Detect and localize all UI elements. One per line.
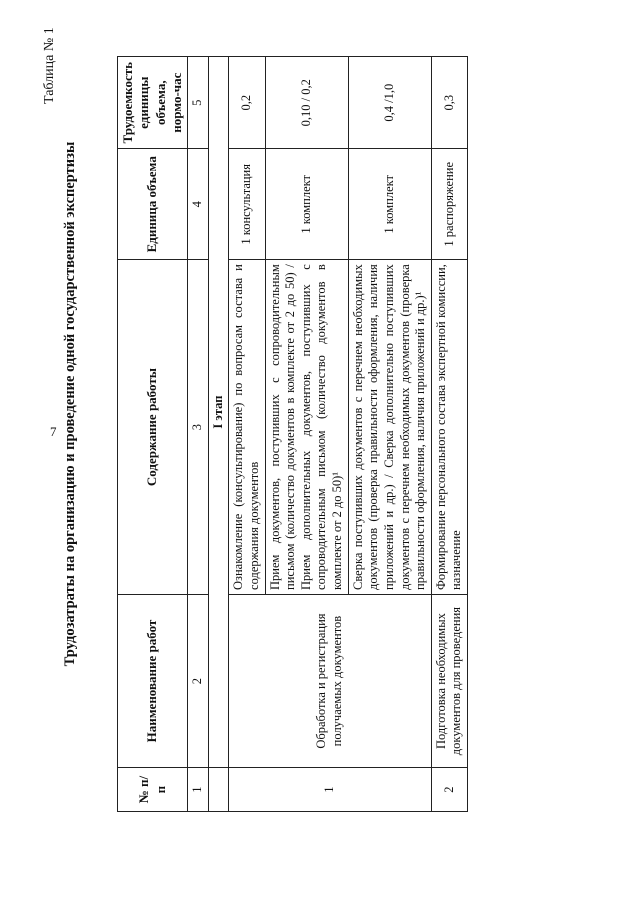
work-name: Обработка и регистрация получаемых документов	[229, 594, 432, 767]
header-row	[118, 57, 188, 812]
stage-row	[208, 57, 229, 812]
stage-spacer	[208, 768, 229, 812]
unit-of-volume: 1 комплект	[348, 149, 431, 260]
page-number: 7	[50, 424, 57, 439]
work-name: Подготовка необходимых документов для проведения	[431, 594, 467, 767]
work-content: Сверка поступивших документов с перечнем необходимых документов (проверка правильности оформления, наличия приложений и др.) / Сверка дополнительно поступивших документов с перечнем необходимых документов (проверка правильности оформления, наличия приложений и др.)¹	[348, 260, 431, 595]
header-name: Наименование работ	[118, 594, 188, 767]
unit-of-volume: 1 распоряжение	[431, 149, 467, 260]
table-row	[229, 57, 265, 812]
column-number-row	[188, 57, 209, 812]
header-content: Содержание работы	[118, 260, 188, 595]
column-number: 5	[188, 57, 209, 149]
header-num: № п/п	[118, 768, 188, 812]
unit-of-volume: 1 консультация	[229, 149, 265, 260]
unit-of-volume: 1 комплект	[265, 149, 348, 260]
work-content: Формирование персонального состава экспертной комиссии, назначение	[431, 260, 467, 595]
labor-table	[117, 56, 468, 812]
stage-label: I этап	[208, 57, 229, 768]
work-content: Ознакомление (консультирование) по вопросам состава и содержания документов	[229, 260, 265, 595]
column-number: 1	[188, 768, 209, 812]
column-number: 3	[188, 260, 209, 595]
header-labor: Трудоемкость единицы объема, нормо-час	[118, 57, 188, 149]
labor-value: 0,4 /1,0	[348, 57, 431, 149]
column-number: 2	[188, 594, 209, 767]
labor-value: 0,10 / 0,2	[265, 57, 348, 149]
labor-value: 0,3	[431, 57, 467, 149]
work-content: Прием документов, поступивших с сопроводительным письмом (количество документов в комплекте от 2 до 50) / Прием дополнительных документов, поступивших с сопроводительным письмом (количество документов в комплекте от 2 до 50)¹	[265, 260, 348, 595]
row-number: 2	[431, 768, 467, 812]
column-number: 4	[188, 149, 209, 260]
table-row	[431, 57, 467, 812]
table-title: Трудозатраты на организацию и проведение одной государственной экспертизы	[62, 141, 78, 667]
table-label: Таблица № 1	[42, 27, 57, 104]
row-number: 1	[229, 768, 432, 812]
header-unit: Единица объема	[118, 149, 188, 260]
labor-value: 0,2	[229, 57, 265, 149]
